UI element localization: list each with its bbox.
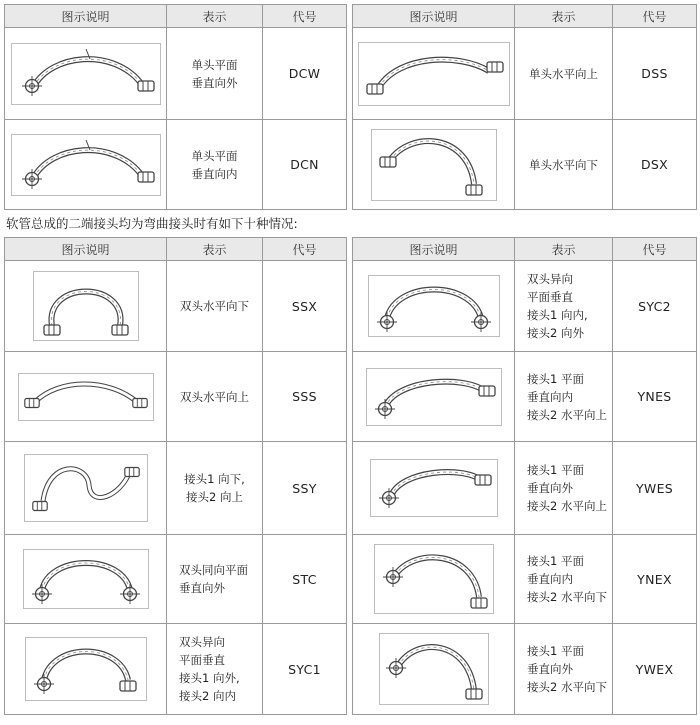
code: DSS <box>613 28 697 120</box>
table-row <box>5 261 347 352</box>
header-code: 代号 <box>613 238 697 261</box>
description: 双头水平向下 <box>167 261 263 352</box>
bend-out-and-horizontal-down-hose-icon <box>379 633 489 705</box>
header-meaning: 表示 <box>167 238 263 261</box>
table-row <box>353 624 697 715</box>
header-illustration: 图示说明 <box>353 5 515 28</box>
table-row <box>353 352 697 442</box>
table-row <box>353 120 697 210</box>
header-illustration: 图示说明 <box>5 238 167 261</box>
double-bend-opposite-out-in-hose-icon <box>25 637 147 701</box>
description: 接头1 向下, 接头2 向上 <box>167 442 263 535</box>
header-meaning: 表示 <box>515 5 613 28</box>
code: YWEX <box>613 624 697 715</box>
table-row <box>5 120 347 210</box>
code: YNES <box>613 352 697 442</box>
header-meaning: 表示 <box>515 238 613 261</box>
description: 双头水平向上 <box>167 352 263 442</box>
bend-in-and-horizontal-down-hose-icon <box>374 544 494 614</box>
code: DCN <box>263 120 347 210</box>
code: YWES <box>613 442 697 535</box>
bottom-right-table <box>352 237 697 715</box>
table-row <box>5 624 347 715</box>
code: SSX <box>263 261 347 352</box>
top-right-table <box>352 4 697 210</box>
code: DCW <box>263 28 347 120</box>
top-left-table <box>4 4 347 210</box>
double-bend-horizontal-down-hose-icon <box>33 271 139 341</box>
section-caption: 软管总成的二端接头均为弯曲接头时有如下十种情况: <box>6 216 298 231</box>
double-bend-opposite-in-out-hose-icon <box>368 275 500 337</box>
table-row <box>353 442 697 535</box>
single-bend-horizontal-down-hose-icon <box>371 129 497 201</box>
single-bend-vertical-out-hose-icon <box>11 43 161 105</box>
header-illustration: 图示说明 <box>353 238 515 261</box>
code: SYC1 <box>263 624 347 715</box>
bend-in-and-horizontal-up-hose-icon <box>366 368 502 426</box>
code: STC <box>263 535 347 624</box>
description: 单头水平向上 <box>515 28 613 120</box>
description: 单头平面 垂直向外 <box>167 28 263 120</box>
header-code: 代号 <box>263 238 347 261</box>
header-meaning: 表示 <box>167 5 263 28</box>
table-row <box>5 442 347 535</box>
code: SSS <box>263 352 347 442</box>
double-bend-same-direction-out-hose-icon <box>23 549 149 609</box>
description: 接头1 平面 垂直向内 接头2 水平向上 <box>515 352 613 442</box>
table-row <box>5 535 347 624</box>
bottom-left-table <box>4 237 347 715</box>
table-row <box>5 352 347 442</box>
table-row <box>353 28 697 120</box>
double-bend-horizontal-up-hose-icon <box>18 373 154 421</box>
table-row <box>353 535 697 624</box>
table-row <box>5 28 347 120</box>
single-bend-vertical-in-hose-icon <box>11 134 161 196</box>
description: 单头水平向下 <box>515 120 613 210</box>
header-code: 代号 <box>263 5 347 28</box>
description: 接头1 平面 垂直向内 接头2 水平向下 <box>515 535 613 624</box>
description: 接头1 平面 垂直向外 接头2 水平向下 <box>515 624 613 715</box>
double-bend-down-up-hose-icon <box>24 454 148 522</box>
code: SYC2 <box>613 261 697 352</box>
description: 双头异向 平面垂直 接头1 向内, 接头2 向外 <box>515 261 613 352</box>
header-illustration: 图示说明 <box>5 5 167 28</box>
code: YNEX <box>613 535 697 624</box>
code: SSY <box>263 442 347 535</box>
description: 双头异向 平面垂直 接头1 向外, 接头2 向内 <box>167 624 263 715</box>
header-code: 代号 <box>613 5 697 28</box>
description: 接头1 平面 垂直向外 接头2 水平向上 <box>515 442 613 535</box>
code: DSX <box>613 120 697 210</box>
single-bend-horizontal-up-hose-icon <box>358 42 510 106</box>
bend-out-and-horizontal-up-hose-icon <box>370 459 498 517</box>
description: 单头平面 垂直向内 <box>167 120 263 210</box>
table-row <box>353 261 697 352</box>
description: 双头同向平面 垂直向外 <box>167 535 263 624</box>
